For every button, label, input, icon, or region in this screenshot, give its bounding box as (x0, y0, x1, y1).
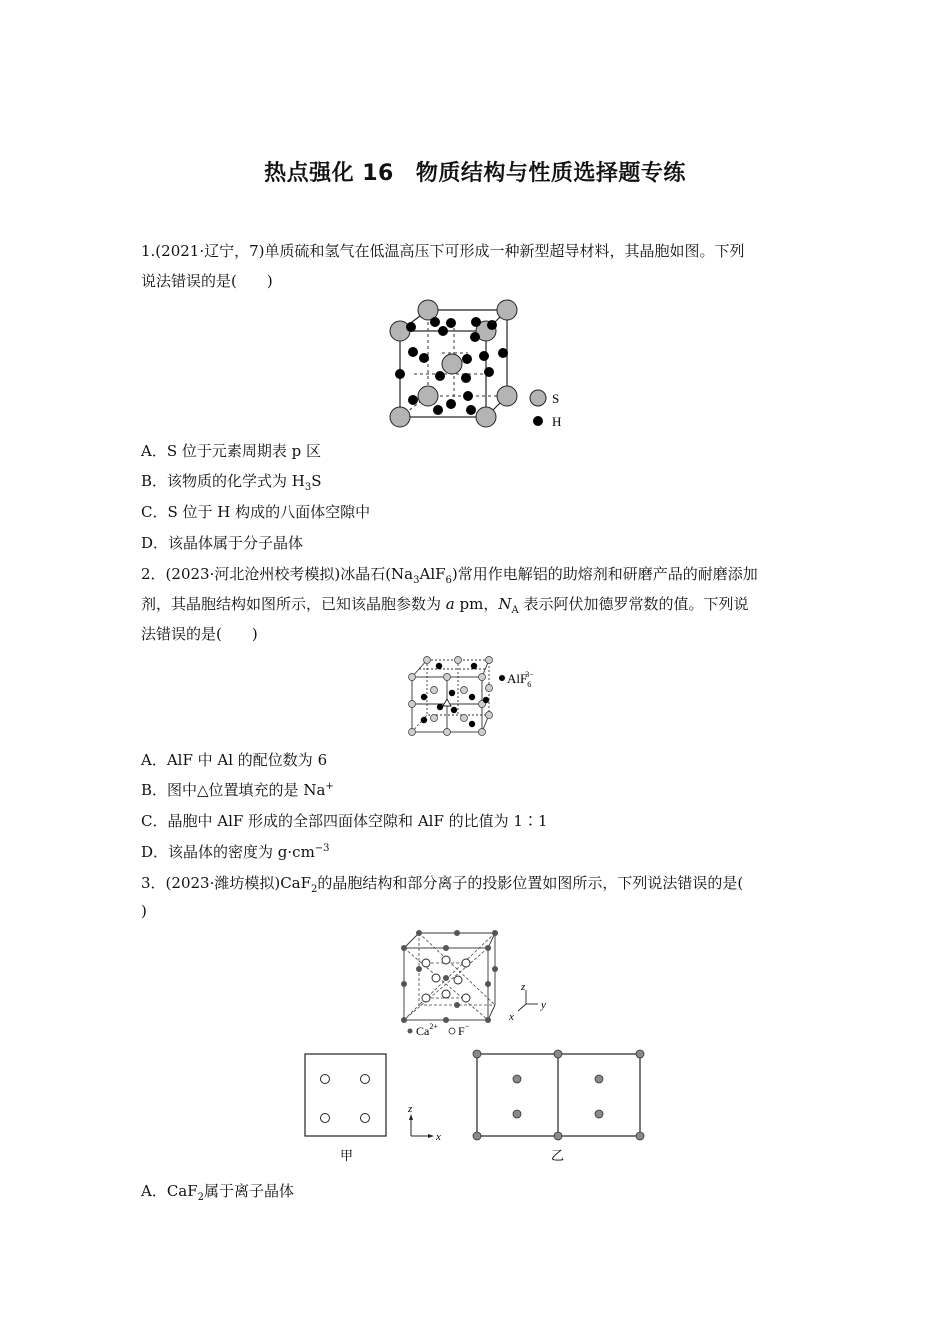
sulfur-atom (418, 386, 438, 406)
q1-stem-line2: 说法错误的是( ) (141, 272, 273, 290)
legend-sulfur-icon (530, 390, 546, 406)
q1-stem-line1: 1.(2021·辽宁，7)单质硫和氢气在低温高压下可形成一种新型超导材料，其晶胞如图。下列 (141, 242, 745, 260)
q2-option-b: B．图中△位置填充的是 Na+ (141, 781, 334, 799)
axis-y-label-3d: y (541, 999, 546, 1011)
q3-stem-line1: 3．(2023·潍坊模拟)CaF$_2$的晶胞结构和部分离子的投影位置如图所示，下列说法错误的是( (141, 874, 744, 895)
q2-stem-line2: 剂，其晶胞结构如图所示，已知该晶胞参数为 a pm，$N_A$ 表示阿伏加德罗常数的值。下列说 (141, 595, 749, 616)
axis-x-label-3d: x (509, 1011, 514, 1023)
legend-ca-label: $Ca^{2+}$ (416, 1022, 438, 1038)
title-prefix: 热点强化 16 (264, 161, 394, 186)
projection-yi (473, 1050, 644, 1163)
legend-f-icon (449, 1028, 455, 1034)
legend-ca-icon (408, 1029, 413, 1034)
q2-crystal-figure (404, 652, 554, 737)
sulfur-atom (497, 386, 517, 406)
legend-hydrogen-label: H (552, 414, 562, 429)
q3-option-a: A．CaF$_2$属于离子晶体 (141, 1182, 295, 1203)
axis-z-label: z (408, 1103, 413, 1115)
q2-stem-line3: 法错误的是( ) (141, 625, 258, 643)
q2-option-d: D．该晶体的密度为 $g\cdot cm^{-3}$ (141, 843, 330, 861)
triangle-site-icon (443, 699, 451, 706)
title-main: 物质结构与性质选择题专练 (415, 161, 686, 186)
q2-option-c: C．晶胞中 AlF 形成的全部四面体空隙和 AlF 的比值为 1∶1 (141, 812, 548, 830)
label-yi: 乙 (551, 1148, 565, 1163)
label-jia: 甲 (340, 1148, 354, 1163)
projection-axes (407, 1103, 441, 1143)
sulfur-atom (442, 354, 462, 374)
sulfur-atom (476, 407, 496, 427)
q1-option-d: D．该晶体属于分子晶体 (141, 534, 304, 552)
q1-crystal-figure (380, 298, 570, 433)
legend-alf6-label: AlF$_6$3− (507, 670, 534, 689)
q1-option-b: B．该物质的化学式为 $H_3S$ (141, 472, 322, 493)
q2-stem-line1: 2．(2023·河北沧州校考模拟)冰晶石$(Na_3AlF_6)$常用作电解铝的助熔剂和研磨产品的耐磨添加 (141, 565, 758, 586)
q3-crystal-figure (396, 928, 556, 1040)
page-title (0, 156, 950, 187)
sulfur-atom (390, 407, 410, 427)
q2-option-a: A．AlF 中 Al 的配位数为 6 (141, 751, 328, 769)
axis-z-label-3d: z (521, 981, 526, 993)
q3-projection-figures (300, 1048, 650, 1168)
legend-f-label: F− (458, 1022, 470, 1038)
legend-sulfur-label: S (552, 391, 560, 406)
legend-alf6-icon (499, 675, 505, 681)
sulfur-atom (497, 300, 517, 320)
axis-x-label: x (436, 1131, 441, 1143)
q1-option-c: C．S 位于 H 构成的八面体空隙中 (141, 503, 371, 521)
q1-option-a: A．S 位于元素周期表 p 区 (141, 442, 322, 460)
q3-stem-line2: ) (141, 902, 147, 920)
legend-hydrogen-icon (533, 416, 543, 426)
projection-jia (305, 1054, 386, 1163)
